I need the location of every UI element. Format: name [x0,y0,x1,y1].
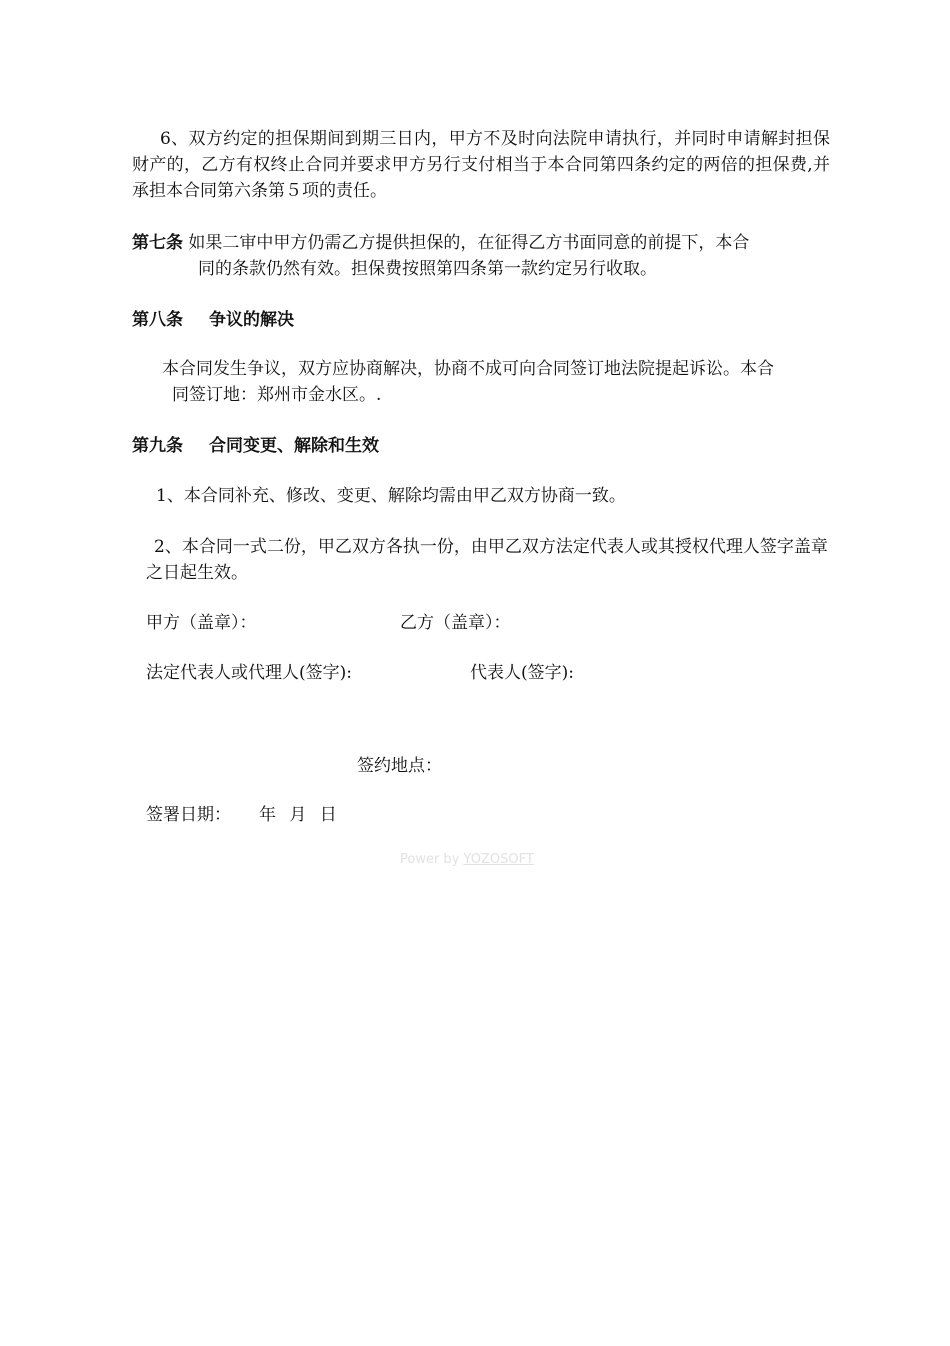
footer-watermark [400,852,534,867]
article-8-body [132,356,830,408]
article-7-label: 第七条 [132,233,183,253]
article-7-line-2: 同的条款仍然有效。担保费按照第四条第一款约定另行收取。 [198,259,657,279]
article-9-title: 合同变更、解除和生效 [209,436,379,456]
party-b-seal: 乙方（盖章）： [400,613,511,633]
article-9-item-2: 2、本合同一式二份，甲乙双方各执一份，由甲乙双方法定代表人或其授权代理人签字盖章之日起生效。 [146,537,828,583]
article-8-line-2: 同签订地：郑州市金水区。. [172,385,382,405]
party-a-representative: 法定代表人或代理人(签字): [146,663,352,683]
article-8-title: 争议的解决 [209,310,294,330]
article-9-label: 第九条 [132,436,183,456]
article-8-line-1: 本合同发生争议，双方应协商解决，协商不成可向合同签订地法院提起诉讼。本合 [162,359,774,379]
signing-date-label: 签署日期： [146,805,231,825]
footer-prefix: Power by [400,852,464,867]
signing-date-value: 年 月 日 [259,805,337,825]
footer-brand-link[interactable]: YOZOSOFT [463,852,534,867]
clause-6: 6、双方约定的担保期间到期三日内，甲方不及时向法院申请执行，并同时申请解封担保财产的，乙方有权终止合同并要求甲方另行支付相当于本合同第四条约定的两倍的担保费,并承担本合同第六条第５项的责任。 [132,129,830,201]
article-9-item-1: 1、本合同补充、修改、变更、解除均需由甲乙双方协商一致。 [156,486,626,506]
article-9-heading [132,433,379,459]
article-7 [132,230,830,282]
signing-place: 签约地点： [357,756,442,776]
party-a-seal: 甲方（盖章）： [146,613,257,633]
article-7-line-1: 如果二审中甲方仍需乙方提供担保的，在征得乙方书面同意的前提下，本合 [183,233,750,253]
article-8-heading [132,307,294,333]
article-8-label: 第八条 [132,310,183,330]
signing-date [146,802,337,828]
party-b-representative: 代表人(签字): [470,663,574,683]
